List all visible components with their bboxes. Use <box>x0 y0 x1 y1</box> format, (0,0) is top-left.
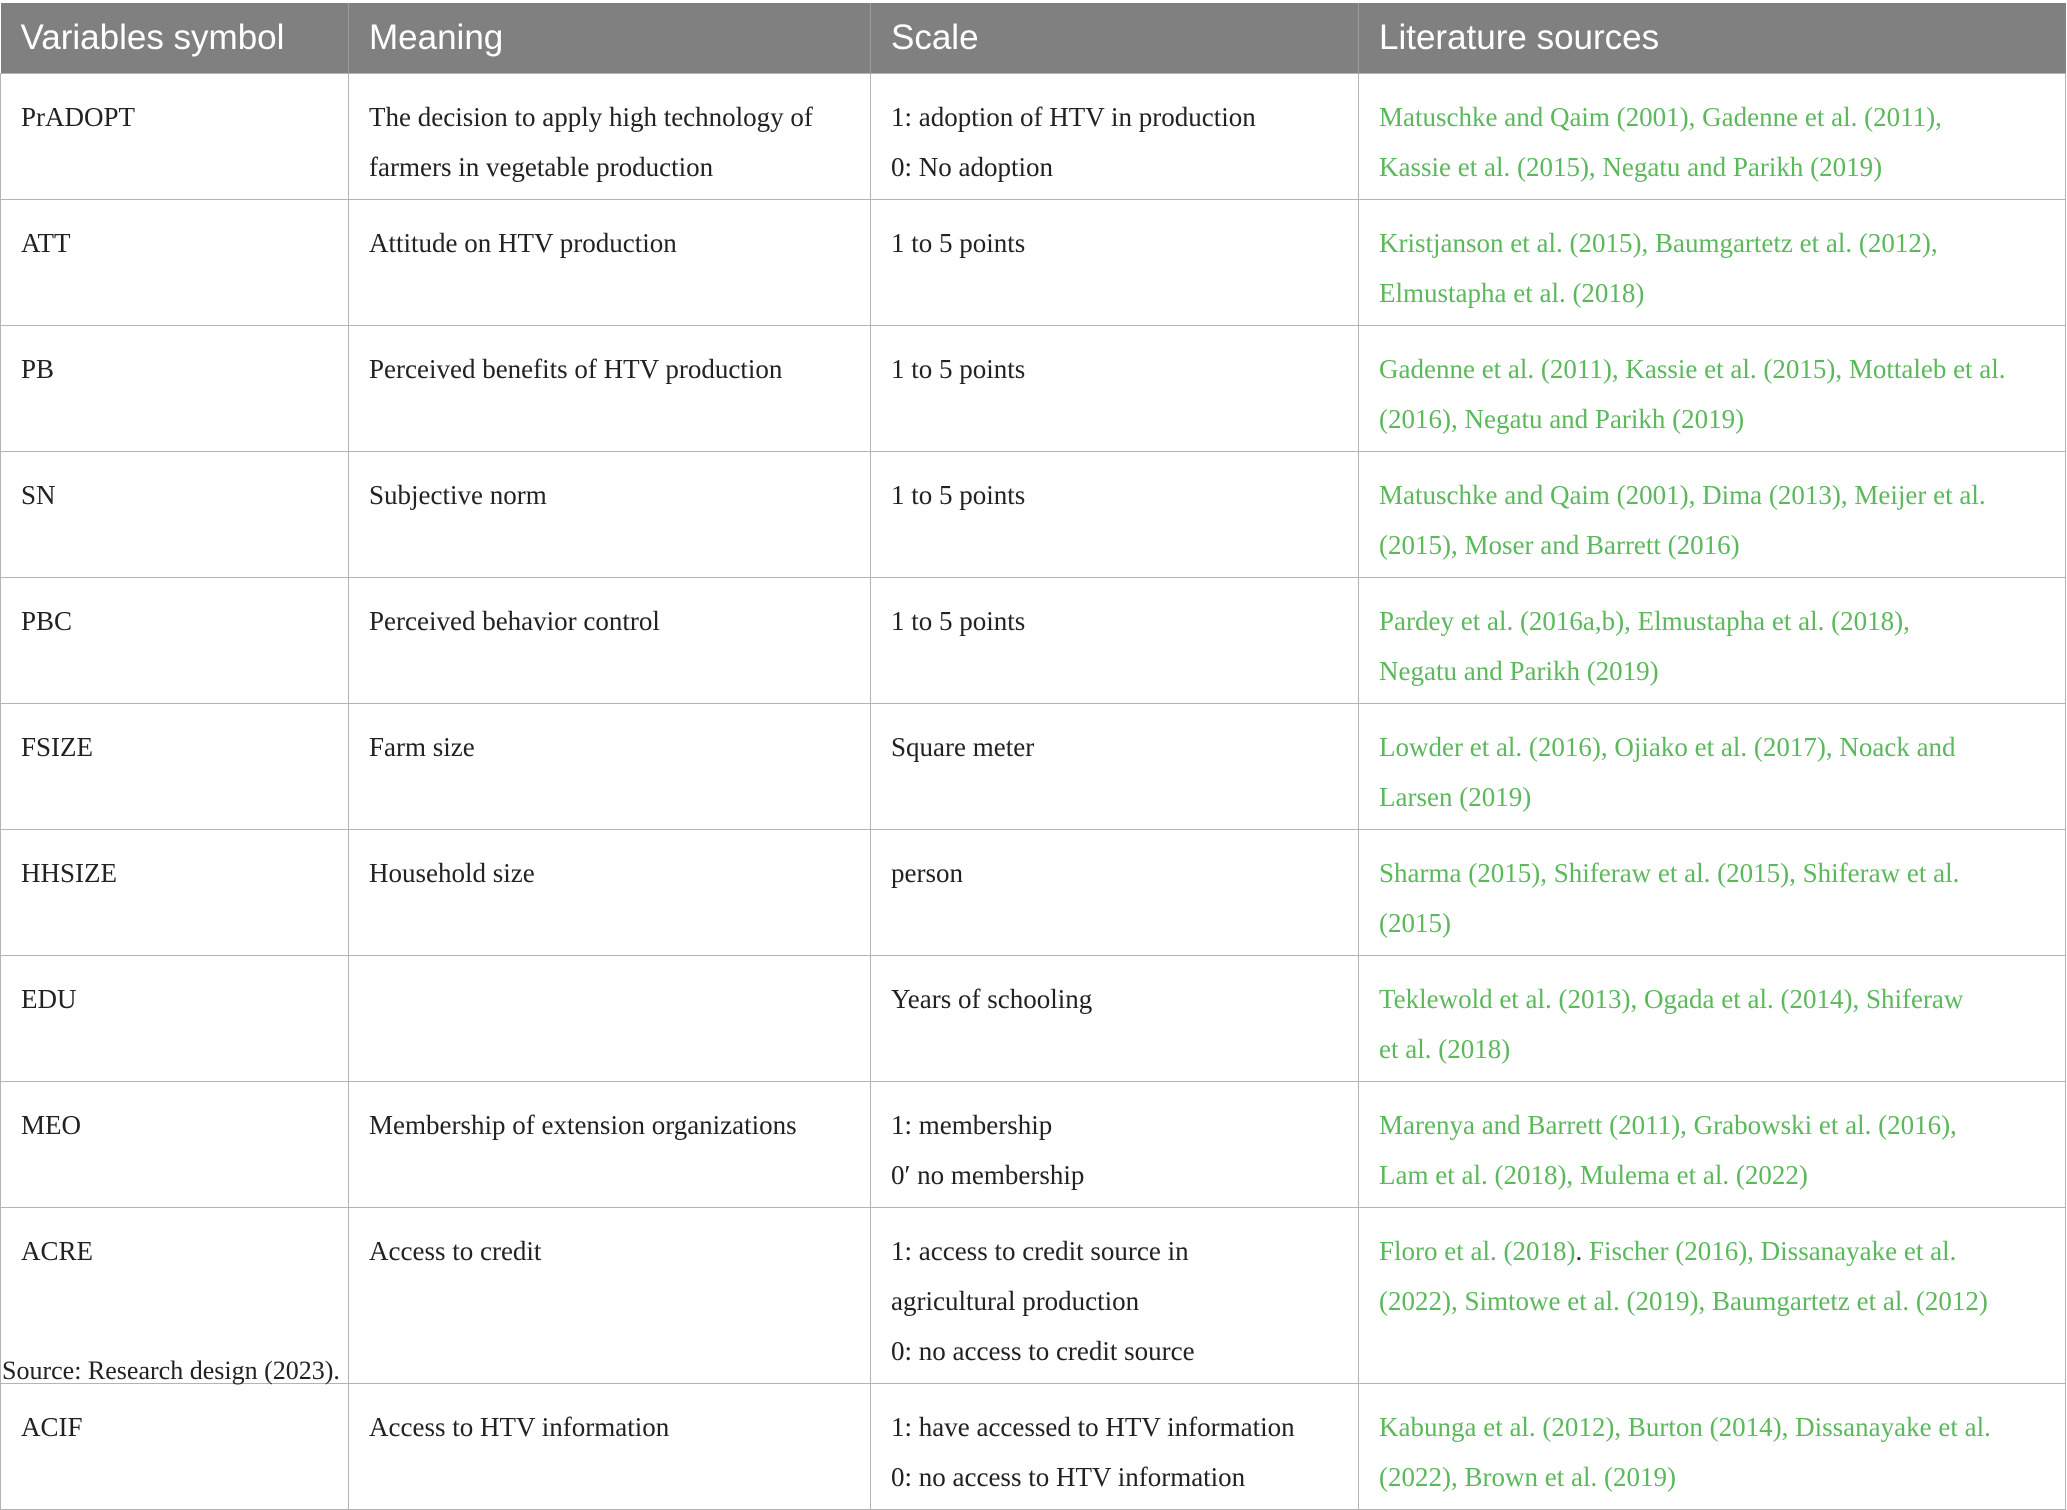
cell-scale <box>871 1081 1359 1207</box>
reference-link[interactable]: Kristjanson et al. (2015), Baumgartetz et al. (2012), <box>1379 227 1938 258</box>
symbol-text: PB <box>21 353 55 384</box>
cell-scale <box>871 451 1359 577</box>
cell-sources <box>1359 199 2066 325</box>
table-row <box>1 955 2066 1081</box>
symbol-text: ACIF <box>21 1411 83 1442</box>
reference-link[interactable]: (2022), Brown et al. (2019) <box>1379 1461 1676 1492</box>
table-row <box>1 829 2066 955</box>
scale-line: person <box>891 857 963 888</box>
cell-meaning <box>349 577 871 703</box>
symbol-text: SN <box>21 479 56 510</box>
cell-sources <box>1359 1081 2066 1207</box>
cell-sources <box>1359 73 2066 199</box>
cell-meaning <box>349 325 871 451</box>
table-row <box>1 451 2066 577</box>
reference-link[interactable]: (2015) <box>1379 907 1451 938</box>
table-body <box>1 73 2066 1509</box>
cell-sources <box>1359 325 2066 451</box>
cell-scale <box>871 577 1359 703</box>
symbol-text: MEO <box>21 1109 81 1140</box>
scale-line: agricultural production <box>891 1285 1140 1316</box>
cell-scale <box>871 199 1359 325</box>
cell-sources <box>1359 451 2066 577</box>
scale-line: 1: membership <box>891 1109 1053 1140</box>
header-row <box>1 3 2066 73</box>
symbol-text: ACRE <box>21 1235 94 1266</box>
table-row <box>1 577 2066 703</box>
variables-table-container <box>0 3 2065 1510</box>
meaning-line: Perceived behavior control <box>369 605 660 636</box>
reference-link[interactable]: (2016), Negatu and Parikh (2019) <box>1379 403 1745 434</box>
table-row <box>1 1081 2066 1207</box>
reference-link[interactable]: Elmustapha et al. (2018) <box>1379 277 1645 308</box>
reference-link[interactable]: Marenya and Barrett (2011), Grabowski et al. (2016), <box>1379 1109 1957 1140</box>
meaning-line: Membership of extension organizations <box>369 1109 797 1140</box>
reference-link[interactable]: Gadenne et al. (2011), Kassie et al. (2015), Mottaleb et al. <box>1379 353 2006 384</box>
cell-sources <box>1359 577 2066 703</box>
reference-link[interactable]: Lam et al. (2018), Mulema et al. (2022) <box>1379 1159 1808 1190</box>
symbol-text: FSIZE <box>21 731 94 762</box>
cell-symbol <box>1 325 349 451</box>
table-row <box>1 325 2066 451</box>
cell-symbol <box>1 199 349 325</box>
reference-link[interactable]: Larsen (2019) <box>1379 781 1532 812</box>
table-row <box>1 1383 2066 1509</box>
cell-meaning <box>349 955 871 1081</box>
header-meaning: Meaning <box>349 3 871 73</box>
meaning-line: Farm size <box>369 731 475 762</box>
cell-symbol <box>1 577 349 703</box>
symbol-text: EDU <box>21 983 77 1014</box>
table-header <box>1 3 2066 73</box>
table-row <box>1 73 2066 199</box>
meaning-line: The decision to apply high technology of <box>369 101 813 132</box>
meaning-line: Perceived benefits of HTV production <box>369 353 783 384</box>
reference-link[interactable]: Matuschke and Qaim (2001), Gadenne et al. (2011), <box>1379 101 1942 132</box>
scale-line: 1 to 5 points <box>891 479 1026 510</box>
reference-separator: . <box>1575 1235 1589 1266</box>
reference-link[interactable]: Sharma (2015), Shiferaw et al. (2015), Shiferaw et al. <box>1379 857 1960 888</box>
cell-sources <box>1359 955 2066 1081</box>
cell-meaning <box>349 451 871 577</box>
cell-scale <box>871 73 1359 199</box>
variables-table <box>0 3 2066 1510</box>
reference-link[interactable]: Lowder et al. (2016), Ojiako et al. (2017), Noack and <box>1379 731 1956 762</box>
symbol-text: HHSIZE <box>21 857 117 888</box>
reference-link[interactable]: Matuschke and Qaim (2001), Dima (2013), Meijer et al. <box>1379 479 1986 510</box>
scale-line: 0: No adoption <box>891 151 1053 182</box>
table-row <box>1 703 2066 829</box>
cell-symbol <box>1 829 349 955</box>
reference-line <box>1379 1226 2045 1276</box>
meaning-line: farmers in vegetable production <box>369 151 714 182</box>
scale-line: 0: no access to credit source <box>891 1335 1195 1366</box>
scale-line: 1 to 5 points <box>891 227 1026 258</box>
scale-line: 0′ no membership <box>891 1159 1085 1190</box>
cell-meaning <box>349 1081 871 1207</box>
scale-line: 1: have accessed to HTV information <box>891 1411 1295 1442</box>
reference-link[interactable]: (2015), Moser and Barrett (2016) <box>1379 529 1740 560</box>
reference-link[interactable]: Kabunga et al. (2012), Burton (2014), Dissanayake et al. <box>1379 1411 1991 1442</box>
table-footnote: Source: Research design (2023). <box>2 1356 340 1385</box>
cell-scale <box>871 829 1359 955</box>
reference-link[interactable]: Fischer (2016), Dissanayake et al. <box>1588 1235 1957 1266</box>
cell-meaning <box>349 199 871 325</box>
meaning-line: Attitude on HTV production <box>369 227 677 258</box>
cell-sources <box>1359 1207 2066 1383</box>
header-literature-sources: Literature sources <box>1359 3 2066 73</box>
symbol-text: PrADOPT <box>21 101 136 132</box>
table-row <box>1 199 2066 325</box>
cell-symbol <box>1 451 349 577</box>
reference-link[interactable]: Floro et al. (2018) <box>1379 1235 1576 1266</box>
meaning-line: Household size <box>369 857 535 888</box>
cell-meaning <box>349 1207 871 1383</box>
scale-line: 1: adoption of HTV in production <box>891 101 1256 132</box>
scale-line: 1: access to credit source in <box>891 1235 1189 1266</box>
cell-sources <box>1359 703 2066 829</box>
scale-line: 1 to 5 points <box>891 605 1026 636</box>
reference-link[interactable]: Teklewold et al. (2013), Ogada et al. (2014), Shiferaw <box>1379 983 1964 1014</box>
cell-scale <box>871 955 1359 1081</box>
scale-line: 1 to 5 points <box>891 353 1026 384</box>
reference-link[interactable]: Kassie et al. (2015), Negatu and Parikh (2019) <box>1379 151 1883 182</box>
cell-symbol <box>1 955 349 1081</box>
cell-scale <box>871 1383 1359 1509</box>
cell-symbol <box>1 1383 349 1509</box>
cell-symbol <box>1 703 349 829</box>
meaning-line: Access to HTV information <box>369 1411 670 1442</box>
symbol-text: PBC <box>21 605 73 636</box>
cell-scale <box>871 703 1359 829</box>
reference-link[interactable]: (2022), Simtowe et al. (2019), Baumgartetz et al. (2012) <box>1379 1285 1988 1316</box>
symbol-text: ATT <box>21 227 71 258</box>
cell-meaning <box>349 1383 871 1509</box>
scale-line: 0: no access to HTV information <box>891 1461 1246 1492</box>
scale-line: Years of schooling <box>891 983 1093 1014</box>
reference-link[interactable]: Negatu and Parikh (2019) <box>1379 655 1659 686</box>
cell-sources <box>1359 1383 2066 1509</box>
reference-link[interactable]: et al. (2018) <box>1379 1033 1511 1064</box>
scale-line: Square meter <box>891 731 1035 762</box>
header-scale: Scale <box>871 3 1359 73</box>
cell-symbol <box>1 73 349 199</box>
cell-scale <box>871 325 1359 451</box>
meaning-line: Access to credit <box>369 1235 542 1266</box>
reference-link[interactable]: Pardey et al. (2016a,b), Elmustapha et al. (2018), <box>1379 605 1910 636</box>
cell-sources <box>1359 829 2066 955</box>
cell-scale <box>871 1207 1359 1383</box>
cell-symbol <box>1 1081 349 1207</box>
cell-meaning <box>349 703 871 829</box>
meaning-line: Subjective norm <box>369 479 547 510</box>
cell-meaning <box>349 73 871 199</box>
cell-meaning <box>349 829 871 955</box>
header-variables-symbol: Variables symbol <box>1 3 349 73</box>
